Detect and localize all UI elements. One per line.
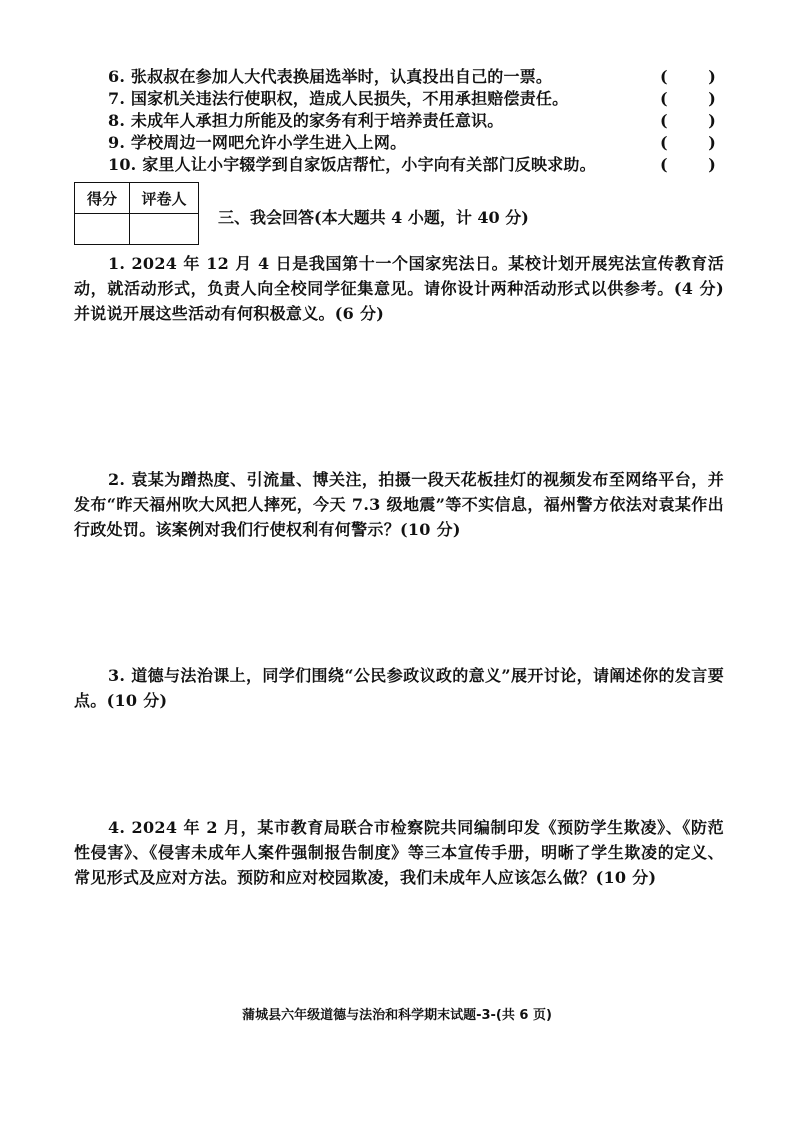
- score-box: [74, 182, 199, 245]
- question-2: 2. 袁某为蹭热度、引流量、博关注，拍摄一段天花板挂灯的视频发布至网络平台，并发布“昨天福州吹大风把人摔死，今天 7.3 级地震”等不实信息，福州警方依法对袁某作出行政处罚。该案例对我们行使权利有何警示？(10 分): [74, 470, 724, 539]
- true-false-item: [108, 66, 728, 88]
- true-false-item: [108, 154, 728, 176]
- question-1: 1. 2024 年 12 月 4 日是我国第十一个国家宪法日。某校计划开展宪法宣传教育活动，就活动形式，负责人向全校同学征集意见。请你设计两种活动形式以供参考。(4 分)并说说开展这些活动有何积极意义。(6 分): [74, 254, 724, 323]
- true-false-item: [108, 88, 728, 110]
- true-false-list: [108, 66, 728, 176]
- score-label: 得分: [75, 183, 130, 214]
- item-text: 9. 学校周边一网吧允许小学生进入上网。: [108, 133, 407, 152]
- answer-parentheses: ( ): [660, 111, 716, 130]
- true-false-item: [108, 110, 728, 132]
- answer-parentheses: ( ): [660, 155, 716, 174]
- answer-parentheses: ( ): [660, 89, 716, 108]
- section-title: 三、我会回答(本大题共 4 小题，计 40 分): [218, 208, 529, 227]
- grader-label: 评卷人: [130, 183, 199, 214]
- page-footer: 蒲城县六年级道德与法治和科学期末试题-3-(共 6 页): [242, 1008, 552, 1023]
- answer-parentheses: ( ): [660, 67, 716, 86]
- item-text: 10. 家里人让小宇辍学到自家饭店帮忙，小宇向有关部门反映求助。: [108, 155, 596, 174]
- item-text: 8. 未成年人承担力所能及的家务有利于培养责任意识。: [108, 111, 504, 130]
- item-text: 6. 张叔叔在参加人大代表换届选举时，认真投出自己的一票。: [108, 67, 553, 86]
- question-4: 4. 2024 年 2 月，某市教育局联合市检察院共同编制印发《预防学生欺凌》、《防范性侵害》、《侵害未成年人案件强制报告制度》等三本宣传手册，明晰了学生欺凌的定义、常见形式及应对方法。预防和应对校园欺凌，我们未成年人应该怎么做？(10 分): [74, 818, 724, 887]
- true-false-item: [108, 132, 728, 154]
- item-text: 7. 国家机关违法行使职权，造成人民损失，不用承担赔偿责任。: [108, 89, 569, 108]
- score-cell: [75, 214, 130, 245]
- answer-parentheses: ( ): [660, 133, 716, 152]
- question-3: 3. 道德与法治课上，同学们围绕“公民参政议政的意义”展开讨论，请阐述你的发言要点。(10 分): [74, 666, 724, 710]
- grader-cell: [130, 214, 199, 245]
